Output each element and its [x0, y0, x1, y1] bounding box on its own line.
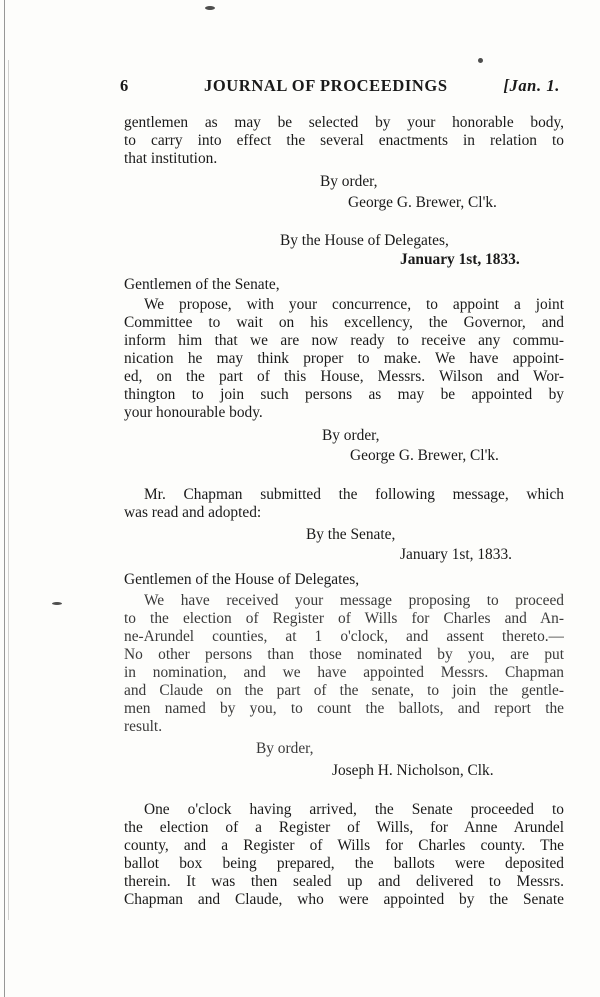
text-line: men named by you, to count the ballots, and report the: [124, 700, 564, 717]
text-line: county, and a Register of Wills for Charles county. The: [124, 837, 564, 854]
text-line: ballot box being prepared, the ballots were deposited: [124, 855, 564, 872]
text-line: ne-Arundel counties, at 1 o'clock, and assent thereto.—: [124, 628, 564, 645]
text-line: We propose, with your concurrence, to appoint a joint: [144, 296, 564, 313]
signature-clerk: George G. Brewer, Cl'k.: [348, 194, 497, 211]
text-line: in nomination, and we have appointed Messrs. Chapman: [124, 664, 564, 681]
message-date: January 1st, 1833.: [400, 546, 512, 563]
text-line: therein. It was then sealed up and delivered to Messrs.: [124, 873, 564, 890]
text-line: Committee to wait on his excellency, the Governor, and: [124, 314, 564, 331]
text-line: the election of a Register of Wills, for Anne Arundel: [124, 819, 564, 836]
signature-by-order: By order,: [322, 427, 380, 444]
text-line: result.: [124, 718, 163, 735]
signature-clerk: George G. Brewer, Cl'k.: [350, 447, 499, 464]
text-line: your honourable body.: [124, 404, 263, 421]
salutation: Gentlemen of the House of Delegates,: [124, 571, 360, 588]
text-line: that institution.: [124, 150, 218, 167]
text-line: to the election of Register of Wills for Charles and An-: [124, 610, 564, 627]
text-line: No other persons than those nominated by you, are put: [124, 646, 564, 663]
signature-clerk: Joseph H. Nicholson, Clk.: [332, 762, 494, 779]
salutation: Gentlemen of the Senate,: [124, 276, 280, 293]
ink-speck: [205, 6, 215, 10]
signature-by-order: By order,: [320, 173, 378, 190]
ink-speck: [52, 602, 62, 605]
message-source: By the Senate,: [306, 526, 396, 543]
signature-by-order: By order,: [256, 740, 314, 757]
page-number: 6: [120, 76, 129, 95]
text-line: and Claude on the part of the senate, to join the gentle-: [124, 682, 564, 699]
text-line: One o'clock having arrived, the Senate proceeded to: [144, 801, 564, 818]
text-line: gentlemen as may be selected by your honorable body,: [124, 114, 564, 131]
page-binding-edge: [4, 0, 11, 997]
header-date: [Jan. 1.: [503, 76, 560, 95]
journal-title: JOURNAL OF PROCEEDINGS: [204, 76, 448, 95]
text-line: ed, on the part of this House, Messrs. Wilson and Wor-: [124, 368, 564, 385]
text-line: nication he may think proper to make. We have appoint-: [124, 350, 564, 367]
running-header: [120, 76, 560, 98]
text-line: to carry into effect the several enactments in relation to: [124, 132, 564, 149]
text-line: Mr. Chapman submitted the following message, which: [144, 486, 564, 503]
text-line: inform him that we are now ready to receive any commu-: [124, 332, 564, 349]
text-line: thington to join such persons as may be appointed by: [124, 386, 564, 403]
text-line: We have received your message proposing to proceed: [144, 592, 564, 609]
message-source: By the House of Delegates,: [280, 232, 449, 249]
message-date: January 1st, 1833.: [400, 251, 520, 268]
text-line: was read and adopted:: [124, 504, 262, 521]
ink-speck: [478, 58, 483, 63]
text-line: Chapman and Claude, who were appointed by the Senate: [124, 891, 564, 908]
